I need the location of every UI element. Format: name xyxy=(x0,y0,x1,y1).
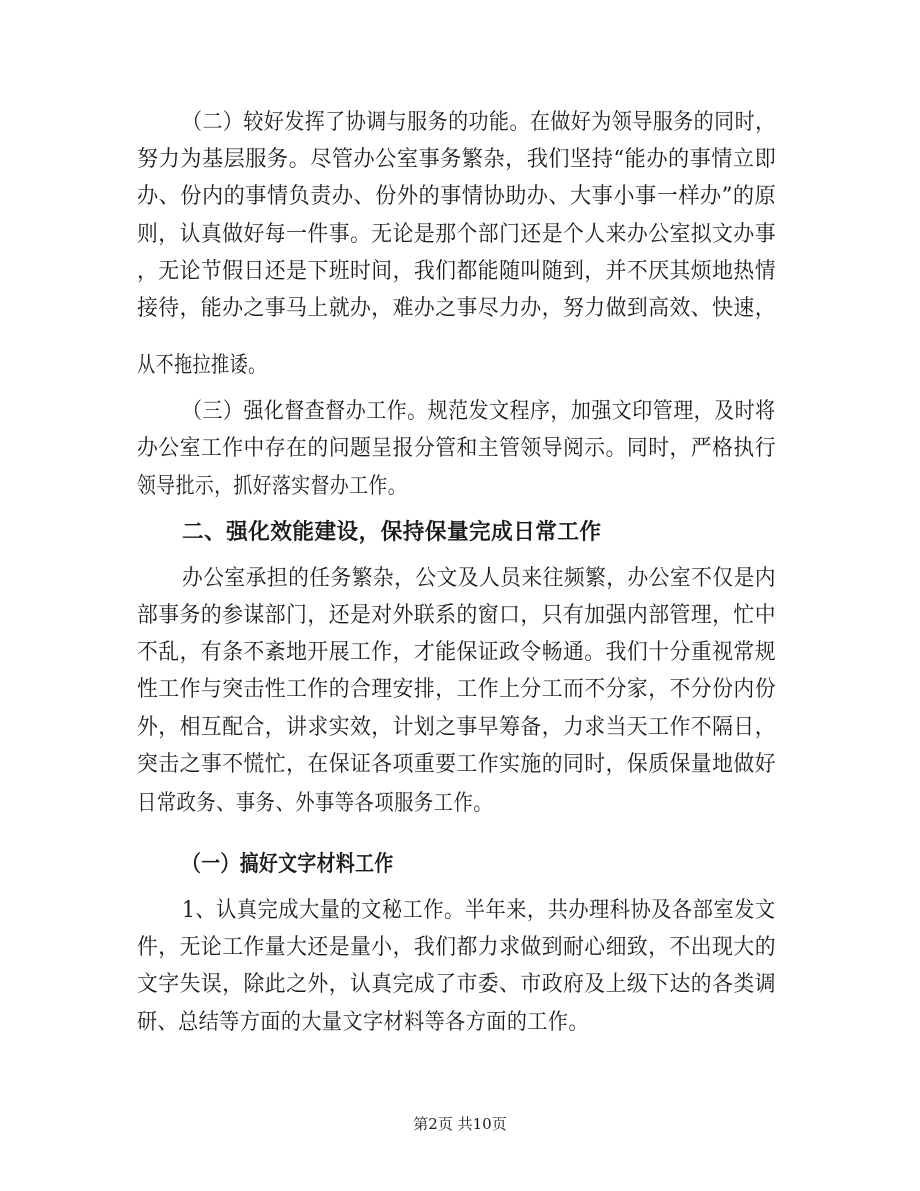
paragraph-line: 从不拖拉推诿。 xyxy=(137,353,267,378)
paragraph-line: 件，无论工作量大还是量小，我们都力求做到耐心细致，不出现大的 xyxy=(137,935,777,960)
paragraph-line: 办、份内的事情负责办、份外的事情协助办、大事小事一样办”的原 xyxy=(137,184,777,209)
paragraph-line: 接待，能办之事马上就办，难办之事尽力办，努力做到高效、快速， xyxy=(137,296,777,321)
page-number-footer: 第2页 共10页 xyxy=(413,1115,507,1133)
paragraph-line: 性工作与突击性工作的合理安排，工作上分工而不分家，不分份内份 xyxy=(137,677,777,702)
paragraph-line: 突击之事不慌忙，在保证各项重要工作实施的同时，保质保量地做好 xyxy=(137,752,777,777)
paragraph-line: 外，相互配合，讲求实效，计划之事早筹备，力求当天工作不隔日， xyxy=(137,715,777,740)
section-heading: 二、强化效能建设，保持保量完成日常工作 xyxy=(182,520,602,545)
paragraph-line: 努力为基层服务。尽管办公室事务繁杂，我们坚持“能办的事情立即 xyxy=(137,147,777,172)
paragraph-line: 文字失误，除此之外，认真完成了市委、市政府及上级下达的各类调 xyxy=(137,972,777,997)
subsection-heading: （一）搞好文字材料工作 xyxy=(182,852,394,877)
paragraph-line: 1、认真完成大量的文秘工作。半年来，共办理科协及各部室发文 xyxy=(182,898,776,923)
paragraph-line: （三）强化督查督办工作。规范发文程序，加强文印管理，及时将 xyxy=(182,399,776,424)
paragraph-line: 办公室工作中存在的问题呈报分管和主管领导阅示。同时，严格执行 xyxy=(137,436,777,461)
paragraph-line: ，无论节假日还是下班时间，我们都能随叫随到，并不厌其烦地热情 xyxy=(137,259,777,284)
paragraph-line: 则，认真做好每一件事。无论是那个部门还是个人来办公室拟文办事 xyxy=(137,222,777,247)
paragraph-line: （二）较好发挥了协调与服务的功能。在做好为领导服务的同时， xyxy=(182,110,776,135)
paragraph-line: 研、总结等方面的大量文字材料等各方面的工作。 xyxy=(137,1010,590,1035)
paragraph-line: 不乱，有条不紊地开展工作，才能保证政令畅通。我们十分重视常规 xyxy=(137,640,777,665)
paragraph-line: 部事务的参谋部门，还是对外联系的窗口，只有加强内部管理，忙中 xyxy=(137,603,777,628)
paragraph-line: 领导批示，抓好落实督办工作。 xyxy=(137,474,408,499)
paragraph-line: 日常政务、事务、外事等各项服务工作。 xyxy=(137,791,494,816)
paragraph-line: 办公室承担的任务繁杂，公文及人员来往频繁，办公室不仅是内 xyxy=(182,566,777,591)
